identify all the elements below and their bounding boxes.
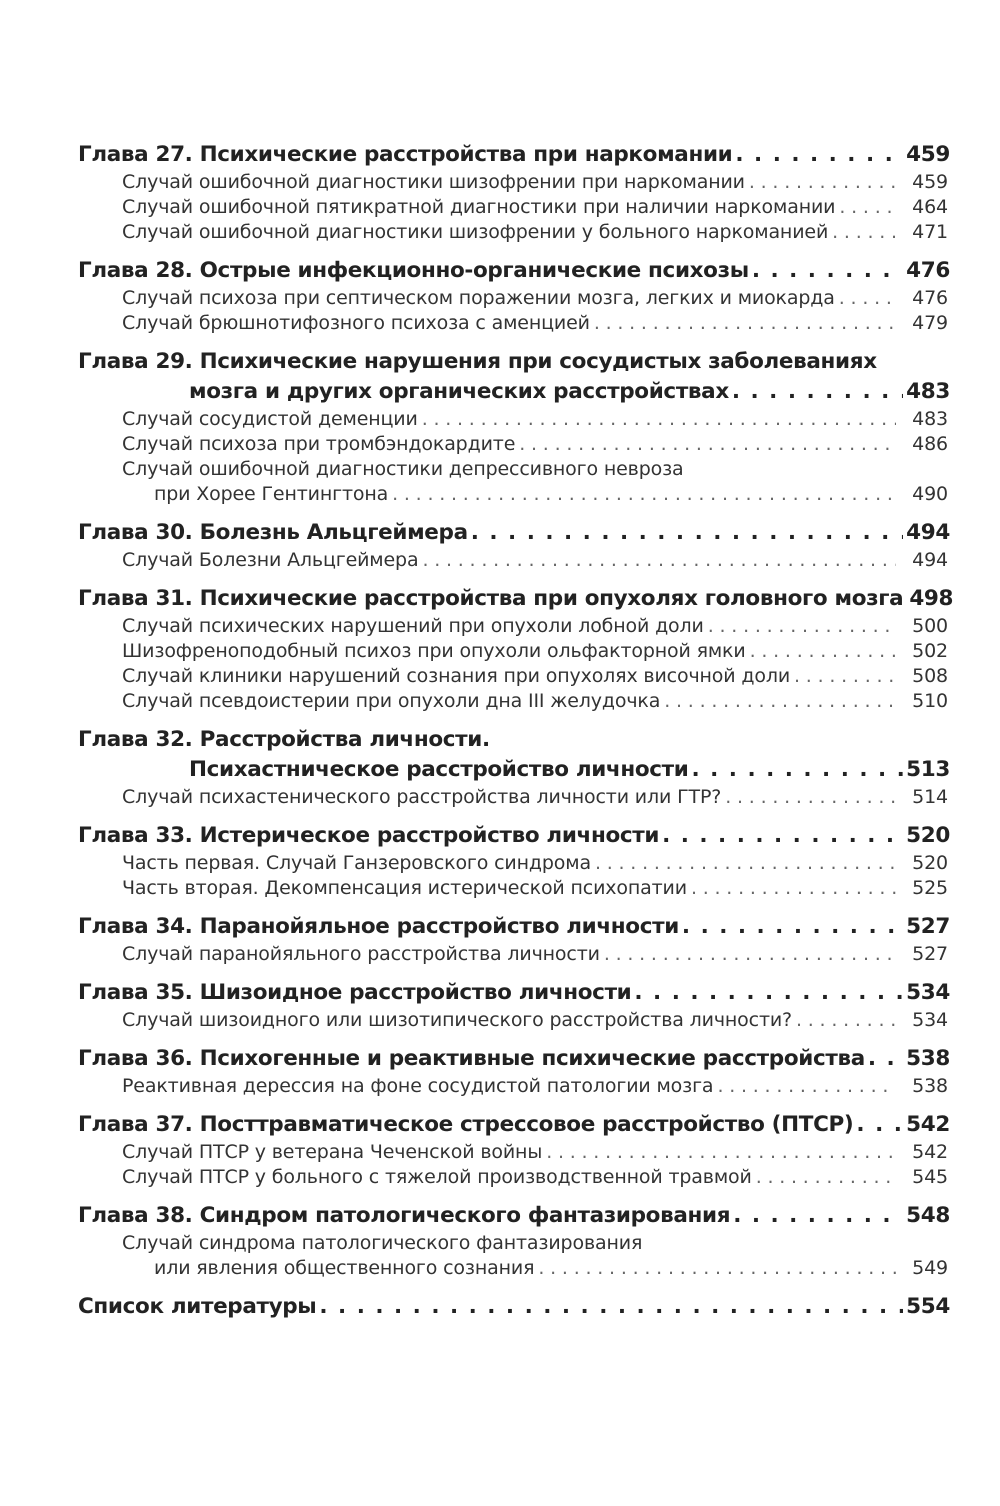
entry-line bbox=[78, 664, 950, 689]
entry-line bbox=[78, 548, 950, 573]
page-number: 476 bbox=[906, 258, 950, 283]
dot-leader bbox=[594, 311, 896, 336]
entry-title: Случай Болезни Альцгеймера bbox=[122, 549, 419, 571]
entry-line bbox=[78, 1231, 950, 1256]
page-number: 538 bbox=[906, 1046, 950, 1071]
dot-leader bbox=[634, 978, 903, 1008]
dot-leader bbox=[752, 256, 903, 286]
page-number: 498 bbox=[909, 586, 954, 611]
dot-leader bbox=[319, 1292, 903, 1322]
dot-leader bbox=[682, 912, 903, 942]
chapter-heading-line bbox=[78, 1044, 950, 1074]
dot-leader bbox=[546, 1140, 896, 1165]
page-number: 494 bbox=[912, 549, 948, 571]
toc-chapter bbox=[78, 1110, 950, 1190]
toc-chapter bbox=[78, 725, 950, 810]
dot-leader bbox=[794, 664, 896, 689]
dot-leader bbox=[749, 170, 896, 195]
dot-leader bbox=[750, 639, 896, 664]
entry-title: Реактивная дерессия на фоне сосудистой патологии мозга bbox=[122, 1075, 714, 1097]
page-number: 471 bbox=[912, 221, 948, 243]
page-number: 476 bbox=[912, 287, 948, 309]
chapter-heading-line bbox=[78, 256, 950, 286]
toc-chapter bbox=[78, 256, 950, 336]
page-number: 502 bbox=[912, 640, 948, 662]
entry-line bbox=[78, 311, 950, 336]
entry-title: Часть вторая. Декомпенсация истерической психопатии bbox=[122, 877, 687, 899]
chapter-heading-line bbox=[78, 584, 954, 614]
chapter-title: Глава 28. Острые инфекционно-органические психозы bbox=[78, 258, 749, 283]
page-number: 545 bbox=[912, 1166, 948, 1188]
chapter-title: Глава 37. Посттравматическое стрессовое расстройство (ПТСР) bbox=[78, 1112, 854, 1137]
entry-title: Случай ошибочной диагностики депрессивного невроза bbox=[122, 458, 684, 480]
page-number: 459 bbox=[912, 171, 948, 193]
dot-leader bbox=[832, 220, 896, 245]
page-number: 500 bbox=[912, 615, 948, 637]
dot-leader bbox=[691, 876, 896, 901]
chapter-title: мозга и других органических расстройствах bbox=[189, 379, 729, 404]
chapter-heading-line bbox=[78, 978, 950, 1008]
dot-leader bbox=[708, 614, 896, 639]
page-number: 459 bbox=[906, 142, 950, 167]
page-number: 542 bbox=[906, 1112, 950, 1137]
dot-leader bbox=[735, 140, 903, 170]
entry-title: Случай синдрома патологического фантазирования bbox=[122, 1232, 643, 1254]
entry-line bbox=[78, 876, 950, 901]
page-number: 514 bbox=[912, 786, 948, 808]
chapter-title: Список литературы bbox=[78, 1294, 317, 1319]
entry-line bbox=[78, 220, 950, 245]
entry-line bbox=[78, 614, 950, 639]
dot-leader bbox=[732, 377, 903, 407]
entry-line bbox=[78, 407, 950, 432]
page-number: 483 bbox=[912, 408, 948, 430]
entry-title: Случай психических нарушений при опухоли лобной доли bbox=[122, 615, 704, 637]
dot-leader bbox=[538, 1256, 896, 1281]
toc-chapter bbox=[78, 1201, 950, 1281]
toc-chapter bbox=[78, 978, 950, 1033]
page-number: 513 bbox=[906, 757, 950, 782]
chapter-heading-line bbox=[78, 1201, 950, 1231]
entry-line bbox=[78, 286, 950, 311]
entry-title: Случай психастенического расстройства личности или ГТР? bbox=[122, 786, 722, 808]
toc-chapter bbox=[78, 912, 950, 967]
page-number: 534 bbox=[906, 980, 950, 1005]
entry-title: Случай ошибочной диагностики шизофрении при наркомании bbox=[122, 171, 745, 193]
dot-leader bbox=[725, 785, 896, 810]
page-number: 510 bbox=[912, 690, 948, 712]
entry-title: Случай ПТСР у ветерана Чеченской войны bbox=[122, 1141, 543, 1163]
entry-title: Шизофреноподобный психоз при опухоли ольфакторной ямки bbox=[122, 640, 746, 662]
page-number: 520 bbox=[912, 852, 948, 874]
dot-leader bbox=[604, 942, 896, 967]
entry-title: Случай сосудистой деменции bbox=[122, 408, 418, 430]
entry-title: Часть первая. Случай Ганзеровского синдрома bbox=[122, 852, 591, 874]
entry-line bbox=[78, 1256, 950, 1281]
chapter-heading-line bbox=[78, 347, 950, 377]
dot-leader bbox=[471, 518, 903, 548]
toc-chapter bbox=[78, 1044, 950, 1099]
dot-leader bbox=[662, 821, 903, 851]
dot-leader bbox=[733, 1201, 903, 1231]
entry-line bbox=[78, 689, 950, 714]
chapter-heading-line bbox=[78, 518, 950, 548]
page-number: 542 bbox=[912, 1141, 948, 1163]
toc-chapter bbox=[78, 1292, 950, 1322]
page-number: 525 bbox=[912, 877, 948, 899]
chapter-heading-line bbox=[78, 1110, 950, 1140]
toc-chapter bbox=[78, 584, 954, 714]
page-number: 527 bbox=[906, 914, 950, 939]
entry-line bbox=[78, 482, 950, 507]
entry-title: при Хорее Гентингтона bbox=[154, 483, 389, 505]
page-number: 548 bbox=[906, 1203, 950, 1228]
chapter-title: Глава 30. Болезнь Альцгеймера bbox=[78, 520, 468, 545]
page-number: 483 bbox=[906, 379, 950, 404]
entry-title: Случай психоза при септическом поражении мозга, легких и миокарда bbox=[122, 287, 835, 309]
page-number: 490 bbox=[912, 483, 948, 505]
page-number: 464 bbox=[912, 196, 948, 218]
entry-line bbox=[78, 1140, 950, 1165]
entry-title: Случай псевдоистерии при опухоли дна III желудочка bbox=[122, 690, 661, 712]
page-number: 538 bbox=[912, 1075, 948, 1097]
toc-chapter bbox=[78, 821, 950, 901]
page-number: 549 bbox=[912, 1257, 948, 1279]
entry-title: Случай ПТСР у больного с тяжелой производственной травмой bbox=[122, 1166, 752, 1188]
dot-leader bbox=[691, 755, 903, 785]
chapter-title: Глава 35. Шизоидное расстройство личности bbox=[78, 980, 632, 1005]
chapter-title: Глава 38. Синдром патологического фантазирования bbox=[78, 1203, 731, 1228]
dot-leader bbox=[839, 286, 896, 311]
entry-line bbox=[78, 1165, 950, 1190]
chapter-title: Глава 34. Паранойяльное расстройство личности bbox=[78, 914, 679, 939]
entry-title: Случай паранойяльного расстройства личности bbox=[122, 943, 600, 965]
entry-line bbox=[78, 195, 950, 220]
toc-chapter bbox=[78, 518, 950, 573]
entry-title: или явления общественного сознания bbox=[154, 1257, 535, 1279]
dot-leader bbox=[868, 1044, 903, 1074]
page-number: 554 bbox=[906, 1294, 950, 1319]
chapter-heading-line bbox=[78, 1292, 950, 1322]
dot-leader bbox=[717, 1074, 896, 1099]
dot-leader bbox=[856, 1110, 903, 1140]
dot-leader bbox=[796, 1008, 896, 1033]
entry-title: Случай брюшнотифозного психоза с аменцией bbox=[122, 312, 590, 334]
entry-line bbox=[78, 942, 950, 967]
chapter-title: Глава 33. Истерическое расстройство личности bbox=[78, 823, 660, 848]
entry-line bbox=[78, 1074, 950, 1099]
chapter-heading-line bbox=[78, 725, 950, 755]
chapter-heading-line bbox=[78, 377, 950, 407]
entry-line bbox=[78, 785, 950, 810]
entry-line bbox=[78, 457, 950, 482]
page-number: 520 bbox=[906, 823, 950, 848]
chapter-title: Глава 27. Психические расстройства при наркомании bbox=[78, 142, 733, 167]
dot-leader bbox=[664, 689, 896, 714]
dot-leader bbox=[839, 195, 896, 220]
chapter-heading-line bbox=[78, 821, 950, 851]
page-number: 479 bbox=[912, 312, 948, 334]
chapter-title: Глава 31. Психические расстройства при опухолях головного мозга bbox=[78, 586, 904, 611]
chapter-title: Глава 29. Психические нарушения при сосудистых заболеваниях bbox=[78, 349, 877, 374]
entry-line bbox=[78, 432, 950, 457]
chapter-heading-line bbox=[78, 140, 950, 170]
page-number: 494 bbox=[906, 520, 950, 545]
entry-line bbox=[78, 851, 950, 876]
entry-title: Случай клиники нарушений сознания при опухолях височной доли bbox=[122, 665, 791, 687]
chapter-heading-line bbox=[78, 755, 950, 785]
entry-line bbox=[78, 1008, 950, 1033]
chapter-title: Глава 32. Расстройства личности. bbox=[78, 727, 490, 752]
table-of-contents bbox=[78, 140, 954, 1333]
toc-chapter bbox=[78, 140, 950, 245]
entry-title: Случай шизоидного или шизотипического расстройства личности? bbox=[122, 1009, 792, 1031]
page-number: 534 bbox=[912, 1009, 948, 1031]
entry-line bbox=[78, 639, 950, 664]
toc-chapter bbox=[78, 347, 950, 507]
dot-leader bbox=[519, 432, 896, 457]
entry-title: Случай ошибочной диагностики шизофрении у больного наркоманией bbox=[122, 221, 829, 243]
dot-leader bbox=[756, 1165, 896, 1190]
page-number: 486 bbox=[912, 433, 948, 455]
page-number: 527 bbox=[912, 943, 948, 965]
entry-title: Случай ошибочной пятикратной диагностики при наличии наркомании bbox=[122, 196, 836, 218]
chapter-title: Глава 36. Психогенные и реактивные психические расстройства bbox=[78, 1046, 865, 1071]
dot-leader bbox=[422, 407, 896, 432]
dot-leader bbox=[595, 851, 896, 876]
chapter-heading-line bbox=[78, 912, 950, 942]
entry-title: Случай психоза при тромбэндокардите bbox=[122, 433, 516, 455]
chapter-title: Психастническое расстройство личности bbox=[189, 757, 689, 782]
dot-leader bbox=[422, 548, 896, 573]
entry-line bbox=[78, 170, 950, 195]
dot-leader bbox=[392, 482, 896, 507]
page-number: 508 bbox=[912, 665, 948, 687]
